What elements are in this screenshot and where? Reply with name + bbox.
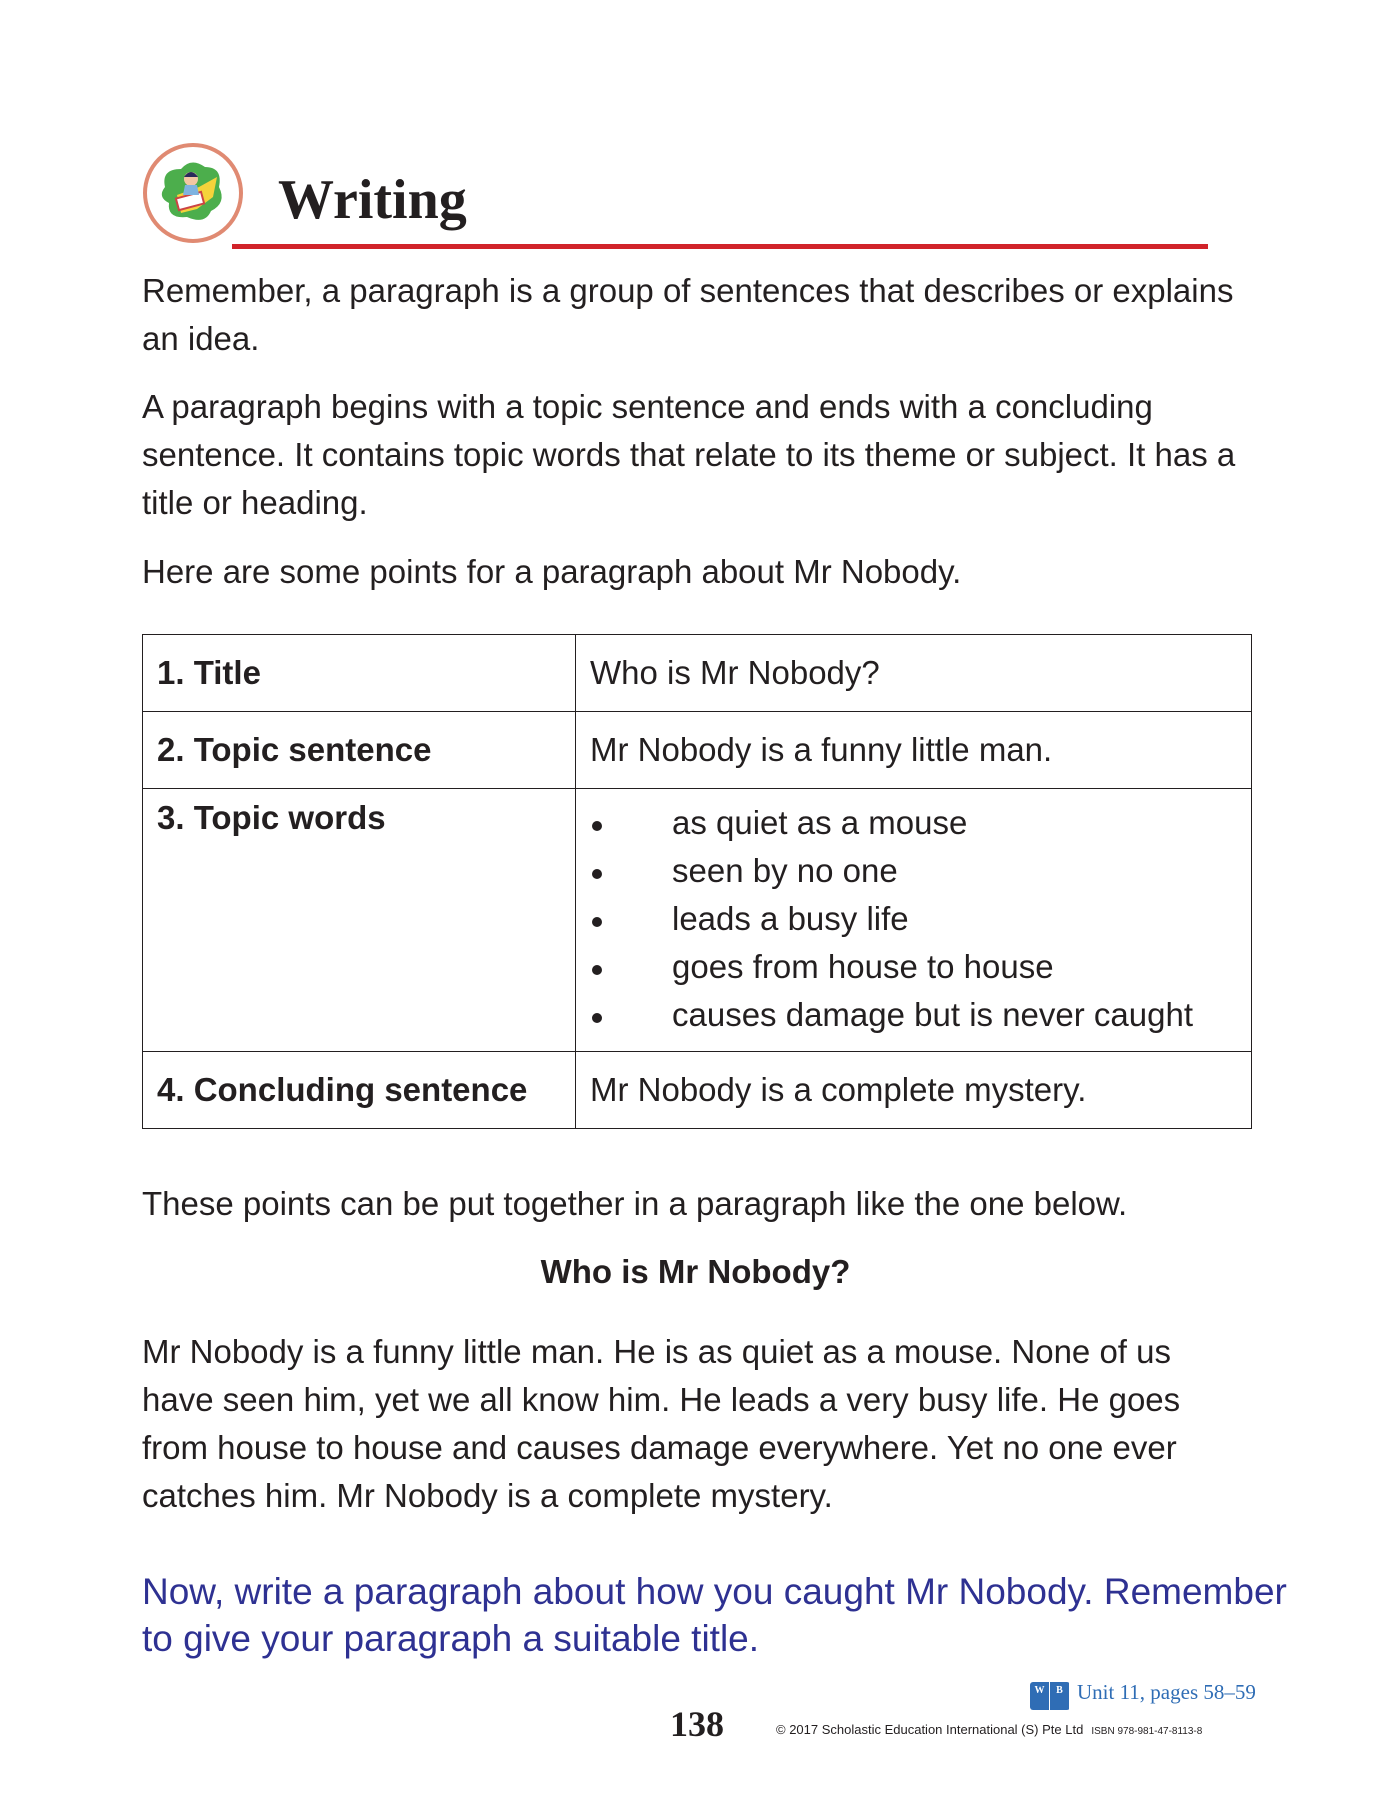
paragraph-points-table xyxy=(142,634,1252,1129)
row-label: 2. Topic sentence xyxy=(143,712,576,789)
topic-words-list xyxy=(590,799,1237,1039)
row-value: Mr Nobody is a complete mystery. xyxy=(576,1052,1252,1129)
page-number: 138 xyxy=(670,1704,724,1744)
wb-letter: B xyxy=(1050,1682,1070,1710)
example-title: Who is Mr Nobody? xyxy=(540,1253,851,1290)
wb-letter: W xyxy=(1030,1682,1050,1710)
copyright: © 2017 Scholastic Education International (S) Pte Ltd xyxy=(776,1722,1084,1737)
lead-in-text: These points can be put together in a paragraph like the one below. xyxy=(142,1185,1128,1222)
list-item: as quiet as a mouse xyxy=(590,799,1237,847)
workbook-icon xyxy=(1030,1682,1070,1710)
isbn: ISBN 978-981-47-8113-8 xyxy=(1091,1726,1203,1737)
list-item: goes from house to house xyxy=(590,943,1237,991)
intro-paragraph-1: Remember, a paragraph is a group of sentences that describes or explains an idea. xyxy=(142,272,1234,357)
row-label: 1. Title xyxy=(143,635,576,712)
table-row xyxy=(143,789,1252,1052)
heading-rule xyxy=(232,244,1208,249)
row-label: 4. Concluding sentence xyxy=(143,1052,576,1129)
row-label: 3. Topic words xyxy=(143,789,576,1052)
writing-task: Now, write a paragraph about how you caught Mr Nobody. Remember to give your paragraph a suitable title. xyxy=(142,1571,1287,1659)
list-item: leads a busy life xyxy=(590,895,1237,943)
list-item: seen by no one xyxy=(590,847,1237,895)
example-paragraph: Mr Nobody is a funny little man. He is as quiet as a mouse. None of us have seen him, yet we all know him. He leads a very busy life. He goes from house to house and causes damage everywhere. Yet no one ever catches him. Mr Nobody is a complete mystery. xyxy=(142,1333,1181,1514)
workbook-reference: Unit 11, pages 58–59 xyxy=(1077,1680,1256,1704)
copyright-line xyxy=(776,1722,1202,1737)
row-value xyxy=(576,789,1252,1052)
row-value: Mr Nobody is a funny little man. xyxy=(576,712,1252,789)
table-row xyxy=(143,635,1252,712)
row-value: Who is Mr Nobody? xyxy=(576,635,1252,712)
intro-paragraph-3: Here are some points for a paragraph about Mr Nobody. xyxy=(142,553,962,590)
table-row xyxy=(143,712,1252,789)
table-row xyxy=(143,1052,1252,1129)
intro-paragraph-2: A paragraph begins with a topic sentence and ends with a concluding sentence. It contains topic words that relate to its theme or subject. It has a title or heading. xyxy=(142,388,1236,521)
section-heading: Writing xyxy=(278,169,467,231)
writing-section-icon xyxy=(143,143,243,243)
list-item: causes damage but is never caught xyxy=(590,991,1237,1039)
